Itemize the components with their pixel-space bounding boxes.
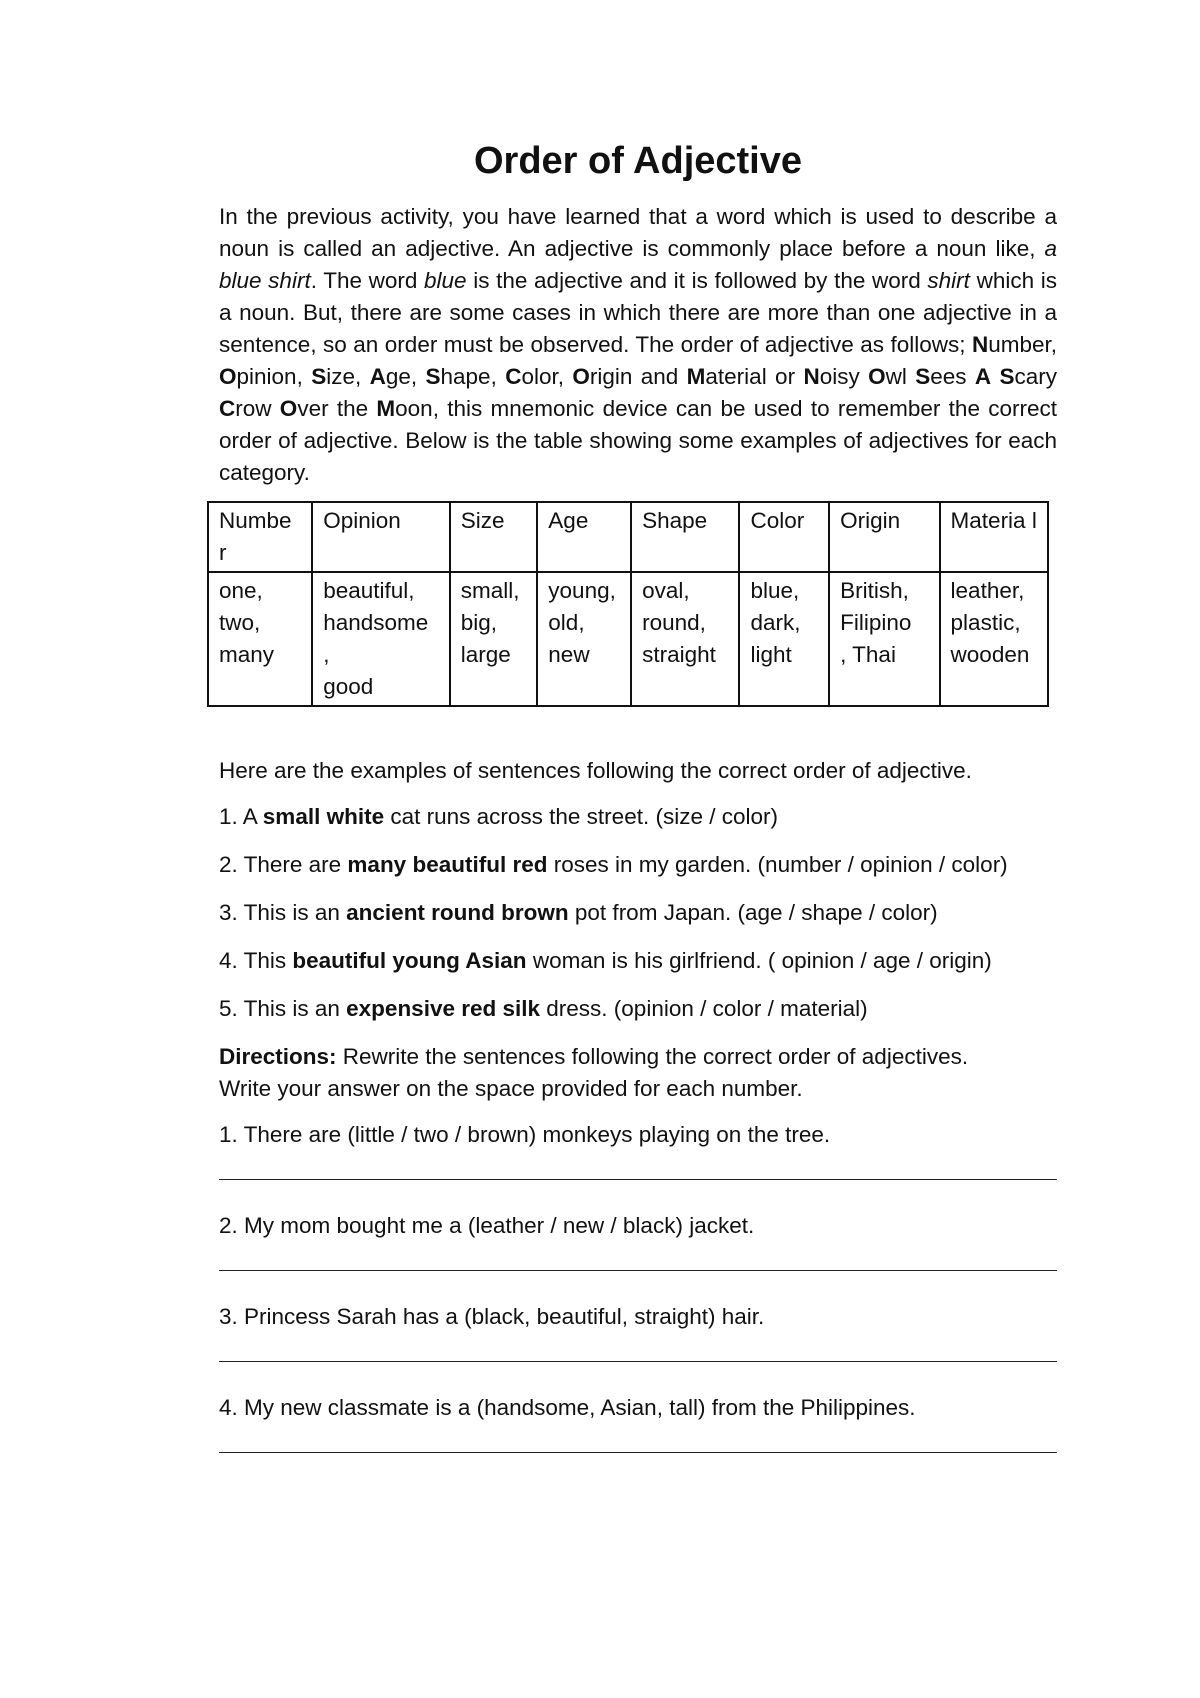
order-item-rest: hape, <box>440 364 506 389</box>
cell-line: leather, <box>950 578 1025 603</box>
header-cell: Materia l <box>940 502 1048 572</box>
order-item-initial: N <box>971 332 989 357</box>
cell-line: large <box>460 642 511 667</box>
page-title: Order of Adjective <box>473 140 802 182</box>
examples-intro: Here are the examples of sentences following the correct order of adjective. <box>219 758 972 783</box>
example-sentence <box>219 897 1057 929</box>
intro-text-1: In the previous activity, you have learned that a word which is used to describe a noun is called an adjective. An adjective is commonly place before a noun like, <box>219 204 1057 261</box>
header-cell: Color <box>739 502 829 572</box>
header-cell: Shape <box>631 502 739 572</box>
example-pre: 3. This is an <box>219 900 347 925</box>
table-cell <box>940 572 1048 706</box>
order-item-rest: rigin and <box>589 364 687 389</box>
example-sentence <box>219 945 1057 977</box>
cell-line: plastic, <box>950 610 1021 635</box>
example-sentence <box>219 993 1057 1025</box>
header-cell: Age <box>537 502 631 572</box>
example-pre: 1. A <box>219 804 263 829</box>
example-sentence <box>219 801 1057 833</box>
table-cell <box>312 572 450 706</box>
cell-line: handsome <box>323 610 429 635</box>
intro-text-3: is the adjective and it is followed by the word <box>466 268 928 293</box>
table-cell <box>450 572 538 706</box>
answer-line[interactable] <box>219 1151 1057 1180</box>
cell-line: dark, <box>750 610 801 635</box>
cell-line: one, <box>219 578 263 603</box>
questions-list <box>219 1119 1057 1453</box>
header-cell: Size <box>450 502 538 572</box>
intro-text-5: , this mnemonic device can be used to remember the correct order of adjective. Below is the table showing some examples of adjectives for each category. <box>219 396 1057 485</box>
example-post: woman is his girlfriend. ( opinion / age / origin) <box>526 948 992 973</box>
order-item-initial: A <box>369 364 386 389</box>
cell-line: Filipino <box>840 610 912 635</box>
intro-text-4: which is a noun. But, there are some cases in which there are more than one adjective in a sentence, so an order must be observed. The order of adjective as follows; <box>219 268 1058 357</box>
mnemonic-word-initial: S <box>999 364 1015 389</box>
table-cell <box>208 572 312 706</box>
example-pre: 2. There are <box>219 852 348 877</box>
cell-line: good <box>323 674 374 699</box>
directions-label: Directions: <box>219 1044 337 1069</box>
cell-line: old, <box>548 610 585 635</box>
intro-word-shirt: shirt <box>927 268 970 293</box>
header-cell: Opinion <box>312 502 450 572</box>
example-post: roses in my garden. (number / opinion / color) <box>547 852 1008 877</box>
cell-line: two, <box>219 610 261 635</box>
cell-line: young, <box>548 578 616 603</box>
answer-line[interactable] <box>219 1424 1057 1453</box>
worksheet-page <box>219 140 1057 1483</box>
header-cell: Numbe r <box>208 502 312 572</box>
cell-line: round, <box>642 610 706 635</box>
cell-line: small, <box>460 578 520 603</box>
question: 3. Princess Sarah has a (black, beautiful, straight) hair. <box>219 1304 765 1329</box>
mnemonic-word-rest: ver the <box>297 396 377 421</box>
question: 2. My mom bought me a (leather / new / black) jacket. <box>219 1213 755 1238</box>
order-item-initial: O <box>572 364 590 389</box>
table-cell <box>739 572 829 706</box>
table-cell <box>631 572 739 706</box>
header-cell: Origin <box>829 502 939 572</box>
order-item-initial: S <box>425 364 441 389</box>
mnemonic-word-initial: N <box>803 364 820 389</box>
order-item-rest: aterial or <box>705 364 804 389</box>
order-item-rest: umber, <box>988 332 1057 357</box>
question: 4. My new classmate is a (handsome, Asian, tall) from the Philippines. <box>219 1395 916 1420</box>
question: 1. There are (little / two / brown) monkeys playing on the tree. <box>219 1122 831 1147</box>
mnemonic-word-rest: cary <box>1014 364 1058 389</box>
order-item-initial: O <box>219 364 237 389</box>
intro-example: a blue shirt <box>219 236 1057 293</box>
mnemonic-word-rest <box>991 364 999 389</box>
example-pre: 4. This <box>219 948 293 973</box>
cell-line: light <box>750 642 792 667</box>
cell-line: straight <box>642 642 716 667</box>
answer-line[interactable] <box>219 1242 1057 1271</box>
mnemonic-word-rest: oisy <box>819 364 869 389</box>
table-cell <box>829 572 939 706</box>
cell-line: blue, <box>750 578 800 603</box>
mnemonic-word-rest: row <box>235 396 280 421</box>
order-item-initial: M <box>686 364 706 389</box>
directions <box>219 1041 1057 1105</box>
adjective-table <box>207 501 1049 707</box>
directions-text-2: Write your answer on the space provided for each number. <box>219 1076 803 1101</box>
mnemonic-word-rest: wl <box>885 364 916 389</box>
example-post: pot from Japan. (age / shape / color) <box>568 900 938 925</box>
mnemonic-word-rest: ees <box>930 364 975 389</box>
cell-line: wooden <box>950 642 1030 667</box>
order-item-rest: ize, <box>326 364 370 389</box>
table-cell <box>537 572 631 706</box>
mnemonic-word-initial: C <box>219 396 236 421</box>
intro-paragraph <box>219 201 1057 489</box>
mnemonic-word-rest: oon <box>395 396 433 421</box>
mnemonic-word-initial: S <box>915 364 931 389</box>
order-item-rest: ge, <box>385 364 426 389</box>
example-post: dress. (opinion / color / material) <box>540 996 868 1021</box>
cell-line: , <box>323 642 330 667</box>
example-pre: 5. This is an <box>219 996 347 1021</box>
cell-line: big, <box>460 610 498 635</box>
order-item-initial: S <box>311 364 327 389</box>
mnemonic-word-initial: A <box>974 364 992 389</box>
cell-line: , Thai <box>840 642 896 667</box>
examples-list <box>219 801 1057 1025</box>
order-item-rest: olor, <box>521 364 573 389</box>
intro-word-blue: blue <box>424 268 467 293</box>
cell-line: beautiful, <box>323 578 415 603</box>
order-item-initial: C <box>505 364 522 389</box>
cell-line: new <box>548 642 590 667</box>
mnemonic-word-initial: O <box>279 396 298 421</box>
example-bold: small white <box>262 804 385 829</box>
mnemonic-word-initial: M <box>376 396 396 421</box>
cell-line: British, <box>840 578 909 603</box>
intro-text-2: . The word <box>310 268 425 293</box>
example-post: cat runs across the street. (size / color) <box>384 804 778 829</box>
mnemonic-word-initial: O <box>868 364 886 389</box>
example-bold: many beautiful red <box>347 852 548 877</box>
answer-line[interactable] <box>219 1333 1057 1362</box>
table-header-row <box>208 502 1048 572</box>
cell-line: many <box>219 642 275 667</box>
example-bold: expensive red silk <box>346 996 541 1021</box>
order-item-rest: pinion, <box>236 364 312 389</box>
example-sentence <box>219 849 1057 881</box>
cell-line: oval, <box>642 578 690 603</box>
table-row <box>208 572 1048 706</box>
example-bold: beautiful young Asian <box>292 948 527 973</box>
directions-text: Rewrite the sentences following the correct order of adjectives. <box>336 1044 969 1069</box>
example-bold: ancient round brown <box>346 900 569 925</box>
